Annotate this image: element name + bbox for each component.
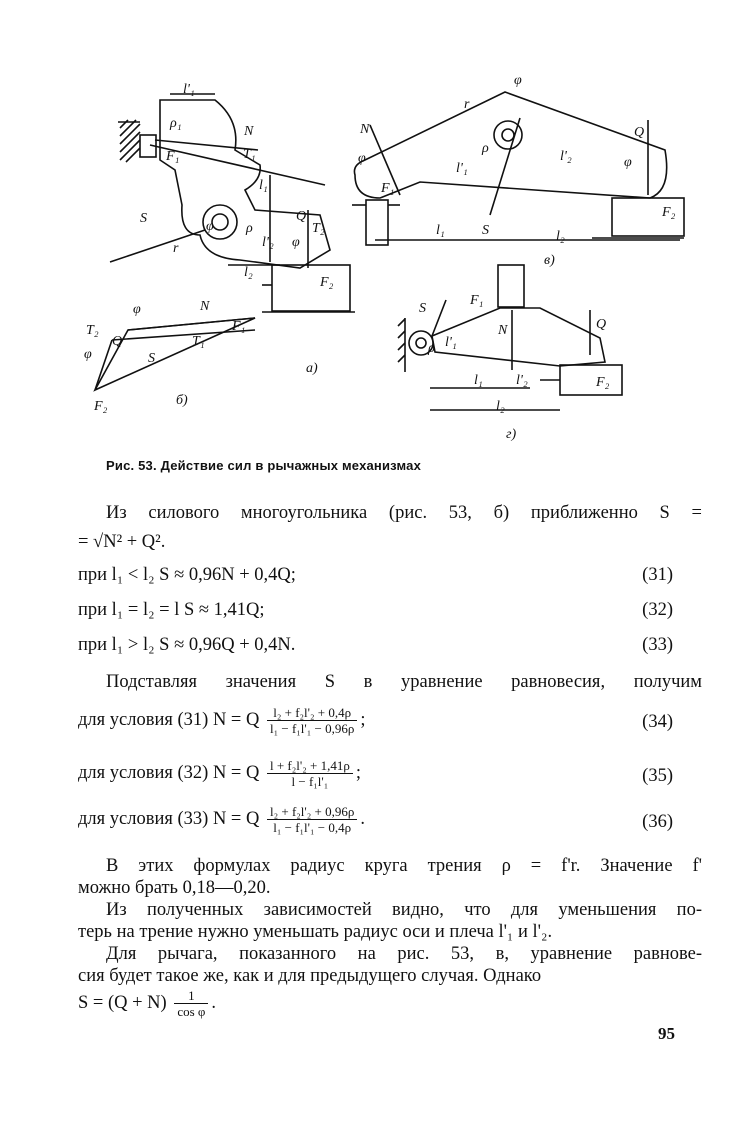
- fraction-numerator: l₂ + f₂l'₂ + 0,4ρ: [267, 705, 357, 721]
- fraction-numerator: l + f₂l'₂ + 1,41ρ: [267, 758, 353, 774]
- fraction-denominator: l − f₁l'₁: [291, 774, 329, 789]
- fig-label: F₂: [662, 205, 676, 220]
- panel-b: [95, 318, 255, 390]
- fig-label: T₂: [86, 323, 99, 338]
- equation-lhs: для условия (31) N = Q: [78, 709, 260, 730]
- fraction: [267, 758, 353, 789]
- fig-label: l'₁: [445, 335, 457, 350]
- paragraph-line: Из полученных зависимостей видно, что для уменьшения по-: [106, 900, 702, 920]
- fraction-denominator: l₁ − f₁l'₁ − 0,4ρ: [273, 820, 352, 835]
- fraction-numerator: 1: [174, 988, 208, 1004]
- paragraph-line: В этих формулах радиус круга трения ρ = f'r. Значение f': [106, 856, 702, 876]
- figure-caption: Рис. 53. Действие сил в рычажных механизмах: [106, 458, 422, 473]
- fig-label: T₂: [312, 221, 325, 236]
- fig-label: F₁: [381, 181, 395, 196]
- fig-label: S: [148, 351, 155, 366]
- fig-label: S: [140, 211, 147, 226]
- equation-number: (36): [642, 812, 673, 832]
- paragraph-line: Из силового многоугольника (рис. 53, б) приближенно S =: [106, 503, 702, 523]
- paragraph-line: Подставляя значения S в уравнение равновесия, получим: [106, 672, 702, 692]
- fig-label: ρ: [428, 341, 435, 356]
- fraction: [174, 988, 208, 1019]
- page-number: 95: [658, 1024, 675, 1043]
- fig-label: Q: [634, 125, 645, 140]
- equation-lhs: для условия (32) N = Q: [78, 762, 260, 783]
- fig-label: l'₁: [183, 82, 195, 97]
- fig-label: l'₂: [516, 373, 528, 388]
- fig-label: r: [173, 241, 179, 256]
- panel-v: [352, 92, 684, 245]
- fraction-denominator: l₁ − f₁l'₁ − 0,96ρ: [269, 721, 355, 736]
- fig-label: l₁: [436, 223, 445, 238]
- fig-label: ρ: [482, 141, 489, 156]
- fig-label: S: [419, 301, 426, 316]
- fig-label: ρ₁: [170, 116, 182, 131]
- fig-label: l₂: [556, 229, 565, 244]
- equation-lhs: S = (Q + N): [78, 992, 167, 1013]
- fig-label: Q: [596, 317, 607, 332]
- fig-label: l₂: [496, 399, 505, 414]
- figure-53: [0, 0, 731, 460]
- paragraph-line: терь на трение нужно уменьшать радиус оси и плеча l'₁ и l'₂.: [78, 922, 553, 942]
- equation-number: (33): [642, 635, 673, 655]
- equation-number: (35): [642, 766, 673, 786]
- equation-36: для условия (33) N = Q $\frac{\text{l₂ + f₂l'₂ + 0,96ρ}}{\text{l₁ − f₁l'₁ − 0,4ρ}}$ .: [78, 804, 365, 835]
- fraction: [267, 705, 357, 736]
- fig-label: φ: [624, 155, 632, 170]
- equation-31: при l₁ < l₂ S ≈ 0,96N + 0,4Q;: [78, 565, 296, 585]
- panel-g-labels: [419, 293, 610, 442]
- fig-label: Q: [296, 209, 307, 224]
- equation-32: при l₁ = l₂ = l S ≈ 1,41Q;: [78, 600, 265, 620]
- equation-number: (32): [642, 600, 673, 620]
- fraction-denominator: cos φ: [177, 1004, 206, 1019]
- paragraph-line: можно брать 0,18—0,20.: [78, 878, 271, 898]
- fig-label: б): [176, 393, 188, 408]
- fig-label: φ: [358, 151, 366, 166]
- fig-label: φ: [206, 219, 214, 234]
- panel-b-labels: [84, 299, 245, 414]
- panel-a: [110, 94, 355, 312]
- fig-label: F₁: [166, 149, 180, 164]
- fig-label: r: [464, 97, 470, 112]
- fig-label: N: [200, 299, 210, 314]
- fig-label: φ: [514, 73, 522, 88]
- fig-label: T₁: [243, 147, 256, 162]
- fig-label: F₂: [596, 375, 610, 390]
- fig-label: а): [306, 361, 318, 376]
- equation-lhs: для условия (33) N = Q: [78, 808, 260, 829]
- paragraph-line: сия будет такое же, как и для предыдущего случая. Однако: [78, 966, 542, 986]
- fig-label: F₁: [470, 293, 484, 308]
- fig-label: φ: [84, 347, 92, 362]
- fig-label: г): [506, 427, 517, 442]
- fraction: [267, 804, 357, 835]
- equation-34: для условия (31) N = Q $\frac{\text{l₂ + f₂l'₂ + 0,4ρ}}{\text{l₁ − f₁l'₁ − 0,96ρ}}$ ;: [78, 705, 366, 736]
- paragraph-line: Для рычага, показанного на рис. 53, в, уравнение равнове-: [106, 944, 702, 964]
- equation-number: (34): [642, 712, 673, 732]
- fig-label: Q: [112, 334, 123, 349]
- fig-label: ρ: [246, 221, 253, 236]
- fig-label: l₁: [259, 178, 268, 193]
- fig-label: T₁: [192, 334, 205, 349]
- fig-label: l₁: [474, 373, 483, 388]
- fig-label: S: [482, 223, 489, 238]
- paragraph-line: = √N² + Q².: [78, 532, 166, 552]
- fig-label: F₁: [232, 319, 246, 334]
- fig-label: l'₂: [262, 235, 274, 250]
- fig-label: F₂: [94, 399, 108, 414]
- fig-label: в): [544, 253, 555, 268]
- formula-s: S = (Q + N) $\frac{1}{\text{cos φ}}$ .: [78, 988, 217, 1019]
- fig-label: l'₂: [560, 149, 572, 164]
- fig-label: φ: [292, 235, 300, 250]
- fraction-numerator: l₂ + f₂l'₂ + 0,96ρ: [267, 804, 357, 820]
- fig-label: l'₁: [456, 161, 468, 176]
- equation-35: для условия (32) N = Q $\frac{\text{l + f₂l'₂ + 1,41ρ}}{\text{l − f₁l'₁}}$ ;: [78, 758, 361, 789]
- fig-label: φ: [133, 302, 141, 317]
- fig-label: F₂: [320, 275, 334, 290]
- panel-g: [398, 265, 622, 410]
- fig-label: N: [244, 124, 254, 139]
- equation-number: (31): [642, 565, 673, 585]
- fig-label: l₂: [244, 265, 253, 280]
- equation-33: при l₁ > l₂ S ≈ 0,96Q + 0,4N.: [78, 635, 296, 655]
- fig-label: N: [360, 122, 370, 137]
- fig-label: N: [498, 323, 508, 338]
